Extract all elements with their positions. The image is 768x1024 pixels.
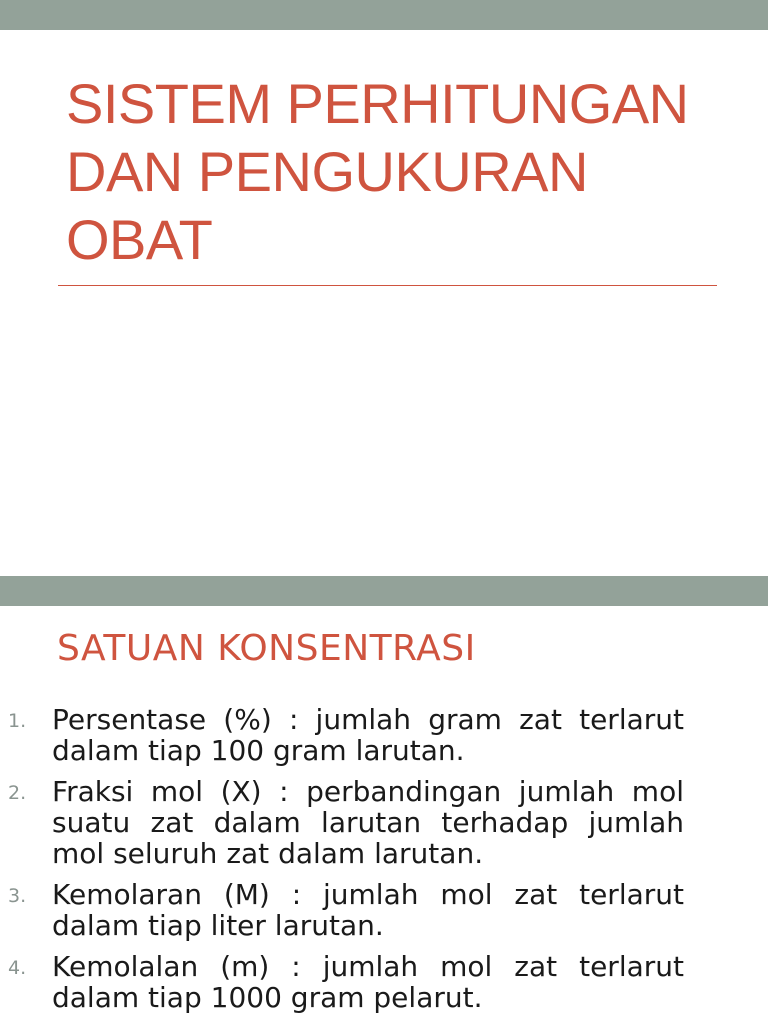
list-item <box>0 704 768 766</box>
slide-heading: SATUAN KONSENTRASI <box>57 628 476 669</box>
list-item <box>0 776 768 869</box>
header-band <box>0 576 768 606</box>
title-line-3: OBAT <box>66 208 213 271</box>
list-text: Kemolalan (m) : jumlah mol zat terlarut dalam tiap 1000 gram pelarut. <box>52 950 684 1014</box>
slide-title-heading <box>66 70 746 274</box>
title-divider <box>58 285 717 286</box>
definition-list <box>0 704 768 1023</box>
header-band <box>0 0 768 30</box>
list-number: 4. <box>8 957 27 979</box>
list-text: Kemolaran (M) : jumlah mol zat terlarut dalam tiap liter larutan. <box>52 878 684 942</box>
list-item <box>0 951 768 1013</box>
list-text: Persentase (%) : jumlah gram zat terlarut dalam tiap 100 gram larutan. <box>52 703 684 767</box>
list-item <box>0 879 768 941</box>
title-line-1: SISTEM PERHITUNGAN <box>66 72 689 135</box>
list-number: 1. <box>8 710 27 732</box>
list-number: 3. <box>8 885 27 907</box>
slide-concentration-units <box>0 576 768 1024</box>
title-line-2: DAN PENGUKURAN <box>66 140 588 203</box>
list-text: Fraksi mol (X) : perbandingan jumlah mol suatu zat dalam larutan terhadap jumlah mol seluruh zat dalam larutan. <box>52 775 684 870</box>
list-number: 2. <box>8 782 27 804</box>
